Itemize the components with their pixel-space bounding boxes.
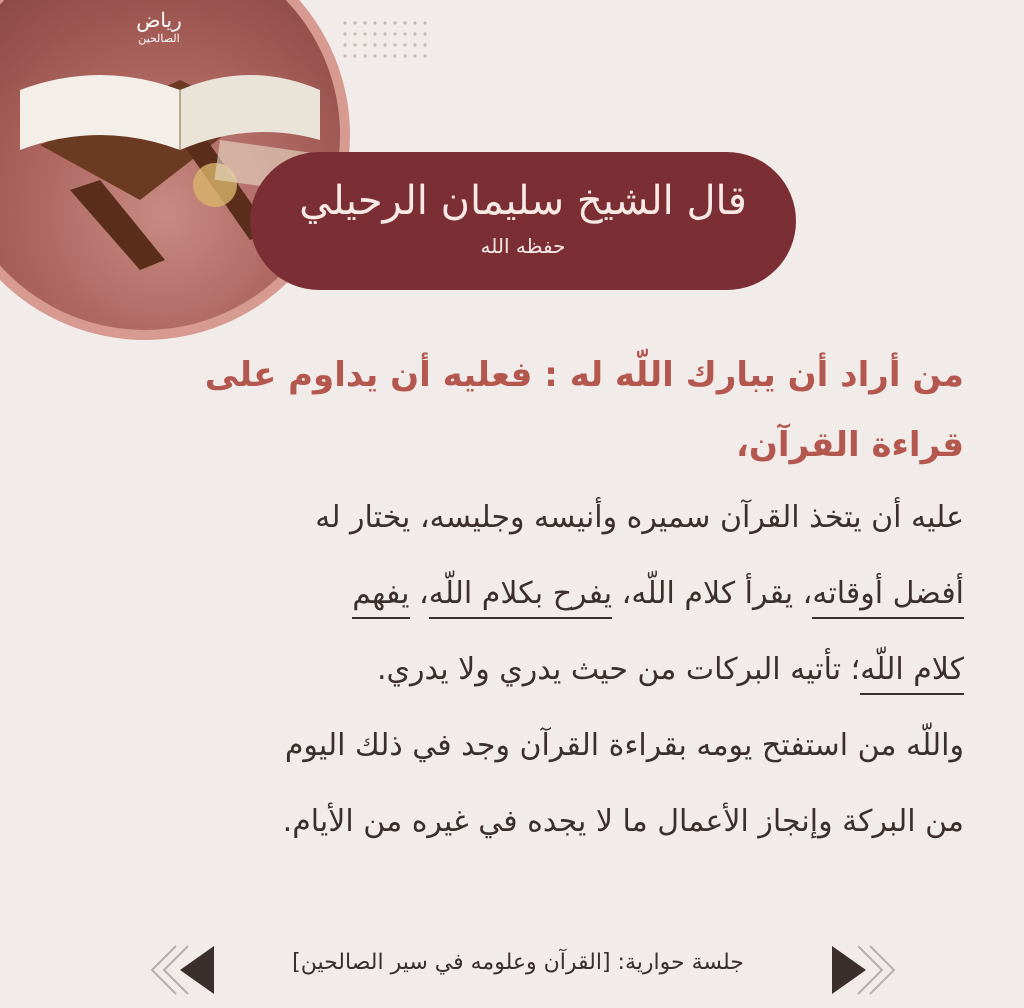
heading-line-2: قراءة القرآن، bbox=[736, 425, 964, 465]
title-banner bbox=[250, 152, 796, 290]
quote-content bbox=[40, 340, 964, 860]
source-footer bbox=[0, 938, 1024, 998]
underlined-phrase: يفهم bbox=[352, 576, 409, 619]
body-line-4: واللّه من استفتح يومه بقراءة القرآن وجد في ذلك اليوم bbox=[284, 728, 964, 763]
body-line-1: عليه أن يتخذ القرآن سميره وأنيسه وجليسه، يختار له bbox=[315, 500, 964, 535]
body-text-segment: ، bbox=[409, 576, 429, 611]
quote-heading bbox=[40, 340, 964, 480]
logo-line-2: الصالحين bbox=[138, 32, 180, 45]
arrow-right-icon bbox=[828, 942, 898, 998]
logo-line-1: رياض bbox=[136, 8, 182, 32]
heading-line-1: من أراد أن يبارك اللّه له : فعليه أن يداوم على bbox=[204, 355, 964, 395]
banner-title: قال الشيخ سليمان الرحيلي bbox=[299, 178, 747, 224]
dots-pattern-icon bbox=[340, 18, 440, 68]
body-text-segment: ، يقرأ كلام اللّه، bbox=[612, 576, 813, 611]
underlined-phrase: يفرح بكلام اللّه bbox=[429, 576, 612, 619]
underlined-phrase: كلام اللّه bbox=[860, 652, 964, 695]
source-text: جلسة حوارية: [القرآن وعلومه في سير الصالحين] bbox=[292, 950, 744, 975]
quote-body bbox=[40, 480, 964, 860]
logo bbox=[108, 8, 210, 78]
body-line-5: من البركة وإنجاز الأعمال ما لا يجده في غيره من الأيام. bbox=[282, 804, 964, 839]
underlined-phrase: أفضل أوقاته bbox=[812, 576, 964, 619]
banner-subtitle: حفظه الله bbox=[480, 234, 566, 258]
arrow-left-icon bbox=[148, 942, 218, 998]
body-text-segment: ؛ تأتيه البركات من حيث يدري ولا يدري. bbox=[376, 652, 861, 687]
